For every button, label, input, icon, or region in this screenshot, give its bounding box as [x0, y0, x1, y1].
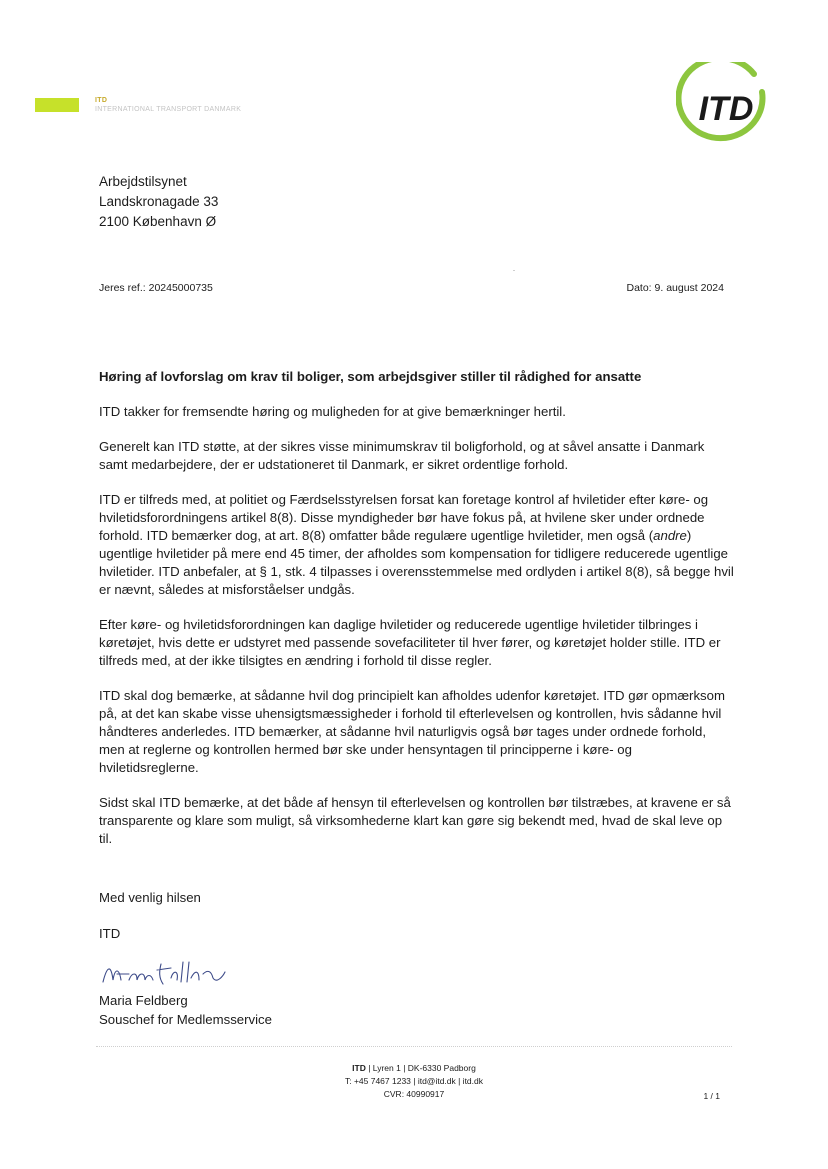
header-accent-bar	[35, 98, 79, 112]
recipient-city: 2100 København Ø	[99, 214, 217, 229]
letter-date: Dato: 9. august 2024	[626, 282, 724, 294]
paragraph: ITD takker for fremsendte høring og muligheden for at give bemærkninger hertil.	[99, 404, 566, 419]
footer-cvr: CVR: 40990917	[383, 1089, 445, 1099]
itd-logo	[676, 62, 772, 152]
signer-title: Souschef for Medlemsservice	[99, 1012, 272, 1027]
header-brand-full: INTERNATIONAL TRANSPORT DANMARK	[95, 106, 242, 113]
header-brand	[95, 96, 241, 114]
reference-number: Jeres ref.: 20245000735	[99, 282, 213, 294]
footer-contact: T: +45 7467 1233 | itd@itd.dk | itd.dk	[344, 1076, 484, 1086]
paragraph: Efter køre- og hviletidsforordningen kan daglige hviletider og reducerede ugentlige hviletider tilbringes i køretøjet, hvis dette er udstyret med passende sovefaciliteter til hver fører, og køretøjet holder stille. ITD er tilfreds med, at der ikke tilsigtes en ændring i forhold til disse regler.	[99, 617, 721, 668]
paragraph-text: ) ugentlige hviletider på mere end 45 timer, der afholdes som kompensation for tidligere reducerede ugentlige hviletider. ITD anbefaler, at § 1, stk. 4 tilpasses i overensstemmelse med ordlyden i artikel 8(8), så begge hvil er nævnt, således at misforståelser undgås.	[99, 528, 734, 597]
footer-address-line	[0, 1062, 828, 1075]
recipient-name: Arbejdstilsynet	[99, 174, 187, 189]
letter-body	[99, 368, 735, 865]
footer-address: | Lyren 1 | DK-6330 Padborg	[365, 1063, 476, 1073]
paragraph-text: ITD er tilfreds med, at politiet og Færdselsstyrelsen forsat kan foretage kontrol af hviletider efter køre- og hviletidsforordningens artikel 8(8). Disse myndigheder bør have fokus på, at hvilene sker under ordnede forhold. ITD bemærker dog, at art. 8(8) omfatter både regulære ugentlige hviletider, men også (	[99, 492, 709, 543]
logo-text: ITD	[698, 90, 754, 128]
header-brand-short: ITD	[95, 97, 108, 104]
paragraph	[99, 491, 735, 599]
recipient-address	[99, 172, 218, 232]
handwritten-signature	[99, 956, 229, 992]
closing-org: ITD	[99, 926, 121, 941]
closing	[99, 889, 201, 961]
footer-divider	[96, 1046, 732, 1047]
signer-block	[99, 991, 272, 1029]
paragraph: Generelt kan ITD støtte, at der sikres visse minimumskrav til boligforhold, og at såvel ansatte i Danmark samt medarbejdere, der er udstationeret til Danmark, er sikret ordentlige forhold.	[99, 439, 705, 472]
emphasis-text: andre	[653, 528, 687, 543]
letter-subject: Høring af lovforslag om krav til boliger, som arbejdsgiver stiller til rådighed for ansatte	[99, 369, 642, 384]
recipient-street: Landskronagade 33	[99, 194, 219, 209]
scan-speck	[513, 270, 515, 271]
footer-org: ITD	[352, 1063, 366, 1073]
paragraph: ITD skal dog bemærke, at sådanne hvil dog principielt kan afholdes udenfor køretøjet. ITD gør opmærksom på, at det kan skabe visse uhensigtsmæssigheder i forhold til efterlevelsen og kontrollen, hvis sådanne hvil håndteres anderledes. ITD bemærker, at sådanne hvil naturligvis også bør tages under ordnede forhold, men at reglerne og kontrollen hermed bør ske under hensyntagen til principperne i køre- og hviletidsreglerne.	[99, 688, 725, 775]
page-number: 1 / 1	[703, 1091, 720, 1101]
paragraph: Sidst skal ITD bemærke, at det både af hensyn til efterlevelsen og kontrollen bør tilstræbes, at kravene er så transparente og klare som muligt, så virksomhederne klart kan gøre sig bekendt med, hvad de skal leve op til.	[99, 795, 731, 846]
signer-name: Maria Feldberg	[99, 993, 188, 1008]
greeting: Med venlig hilsen	[99, 890, 201, 905]
